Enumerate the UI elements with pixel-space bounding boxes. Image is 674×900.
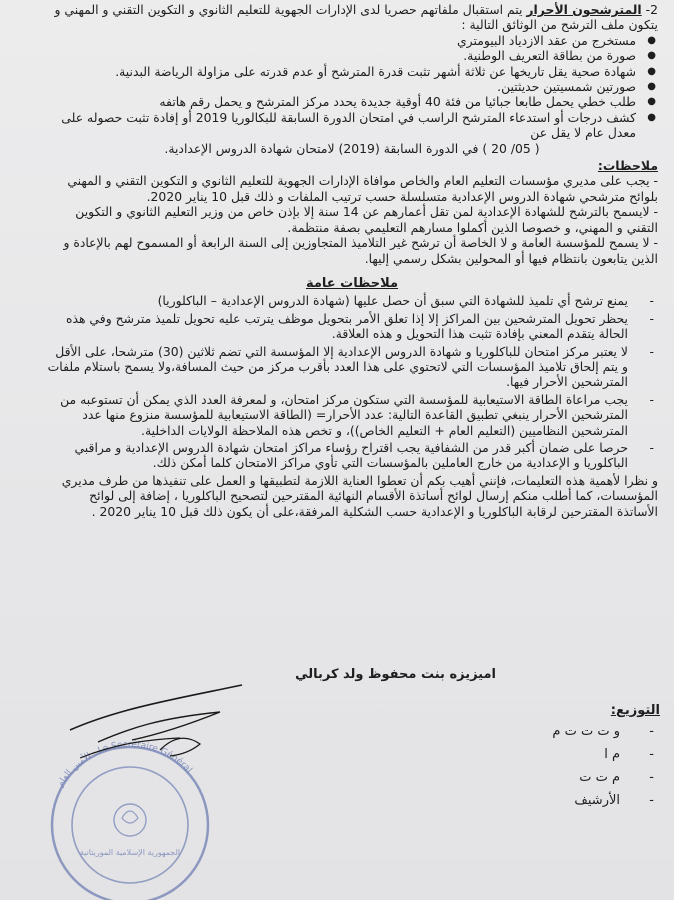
list-item: - يجب مراعاة الطاقة الاستيعابية للمؤسسة التي ستكون مركز امتحان، و لمعرفة العدد الذي يمكن أن تستوعبه من المترشحين الأحرار ينبغي تطبيق القاعدة التالية: عدد الأحرار= (الطاقة الاستيعابية للمؤسسة منزوع منها عدد المترشحين النظاميين (التعليم العام + التعليم الخاص))، و تخص هذه الملاحظة الولايات الداخلية. (46, 392, 628, 438)
signature-stroke (98, 712, 220, 742)
distribution-item: - و ت ت ت م (520, 724, 660, 739)
list-item: ● طلب خطي يحمل طابعا جبائيا من فئة 40 أوقية جديدة يحدد مركز المترشح و يحمل رقم هاتفه (46, 94, 636, 109)
list-item: ● مستخرج من عقد الازدياد البيومتري (46, 33, 636, 48)
stamp-emblem-icon (114, 804, 146, 836)
grade-continuation: ( 05/ 20 ) في الدورة السابقة (2019) لامتحان شهادة الدروس الإعدادية. (164, 140, 540, 156)
free-candidates-intro (46, 2, 658, 33)
closing-paragraph: و نظرا لأهمية هذه التعليمات، فإنني أهيب بكم أن تعطوا العناية اللازمة لتطبيقها و العمل على تنفيذها من طرف مديري المؤسسات، كما أطلب منكم إرسال لوائح أساتذة الأقسام النهائية المقترحين لتصحيح الباكلوريا ، إضافة إلى لوائح الأساتذة المقترحين لرقابة الباكلوريا و الإعدادية حسب الشكلية المرفقة،على أن يكون ذلك قبل 10 يناير 2020 . (61, 472, 658, 519)
distribution-title: التوزيع: (610, 703, 660, 718)
signature-stroke (70, 685, 242, 730)
list-item: - يمنع ترشح أي تلميذ للشهادة التي سبق أن حصل عليها (شهادة الدروس الإعدادية – الباكلوريا) (46, 293, 628, 308)
distribution-item: - م ت ت (520, 770, 660, 785)
free-candidates-heading: المترشحون الأحرار (526, 2, 642, 17)
note-item: - يجب على مديري مؤسسات التعليم العام والخاص موافاة الإدارات الجهوية للتعليم الثانوي و التكوين التقني و المهني بلوائح مترشحي شهادة الدروس الإعدادية متسلسلة حسب ترتيب الملفات و ذلك قبل 10 يناير 2020. (67, 173, 658, 204)
list-item: ● شهادة صحية يقل تاريخها عن ثلاثة أشهر تثبت قدرة المترشح أو عدم قدرته على مزاولة الرياضة البدنية. (46, 64, 636, 79)
required-documents-list (46, 33, 658, 141)
svg-text:الأمين العام · Le Secrétaire G (56, 739, 194, 789)
stamp-inner-ring (72, 767, 188, 883)
list-item: - لا يعتبر مركز امتحان للباكلوريا و شهادة الدروس الإعدادية إلا المؤسسة التي تضم ثلاثين (30) مترشحا، على الأقل و يتم إلحاق تلاميذ المؤسسات التي لاتحتوي على هذا العدد بأقرب مركز من حيث المسافة،ولا يسمح باستلام ملفات المترشحين الأحرار فيها. (46, 344, 628, 390)
list-item: ● صورتين شمسيتين حديثتين. (46, 79, 636, 94)
notes-title: ملاحظات: (597, 158, 658, 174)
general-notes-list (46, 293, 658, 470)
general-notes-title: ملاحظات عامة (305, 275, 399, 291)
signatory-name: اميزيزه بنت محفوظ ولد كربالي (295, 667, 496, 682)
list-item: - يحظر تحويل المترشحين بين المراكز إلا إذا تعلق الأمر بتحويل موظف يترتب عليه تحويل تلميذ مترشح وفي هذه الحالة يتقدم المعني بإفادة تثبت هذا التحويل و هذه العلاقة. (46, 311, 628, 342)
list-item: ● كشف درجات أو استدعاء المترشح الراسب في امتحان الدورة السابقة للبكالوريا 2019 أو إفادة تثبت حصوله على معدل عام لا يقل عن (46, 110, 636, 141)
stamp-inner-text: الجمهورية الإسلامية الموريتانية (79, 848, 181, 857)
list-item: - حرصا على ضمان أكبر قدر من الشفافية يجب اقتراح رؤساء مراكز امتحان شهادة الدروس الإعدادية و مراقبي الباكلوريا و الإعدادية من خارج العاملين بالمؤسسات التي تأوي مراكز الامتحان كلما أمكن ذلك. (46, 440, 628, 471)
distribution-item: - الأرشيف (520, 793, 660, 808)
document-body (46, 2, 658, 519)
distribution-item: - م ا (520, 747, 660, 762)
section-number: 2- (645, 2, 658, 17)
distribution-block (520, 703, 660, 816)
official-stamp (10, 660, 250, 900)
note-item: - لا يسمح للمؤسسة العامة و لا الخاصة أن ترشح غير التلاميذ المتجاوزين إلى السنة الرابعة أو المسموح لهم بالإعادة و الذين يتابعون بانتظام فيها أو المحولين بشكل رسمي إليها. (63, 235, 658, 266)
crescent-icon (122, 811, 138, 823)
note-item: - لايسمح بالترشح للشهادة الإعدادية لمن تقل أعمارهم عن 14 سنة إلا بإذن خاص من وزير التعليم الثانوي و التكوين التقني و المهني، و خصوصا الذين أكملوا مسارهم التعليمي بصفة منتظمة. (75, 204, 658, 235)
list-item: ● صورة من بطاقة التعريف الوطنية. (46, 48, 636, 63)
stamp-ring-text: الأمين العام · Le Secrétaire Général (55, 739, 194, 789)
free-candidates-intro-text: يتم استقبال ملفاتهم حصريا لدى الإدارات الجهوية للتعليم الثانوي و التكوين التقني و المهني و يتكون ملف الترشح من الوثائق التالية : (54, 2, 658, 33)
